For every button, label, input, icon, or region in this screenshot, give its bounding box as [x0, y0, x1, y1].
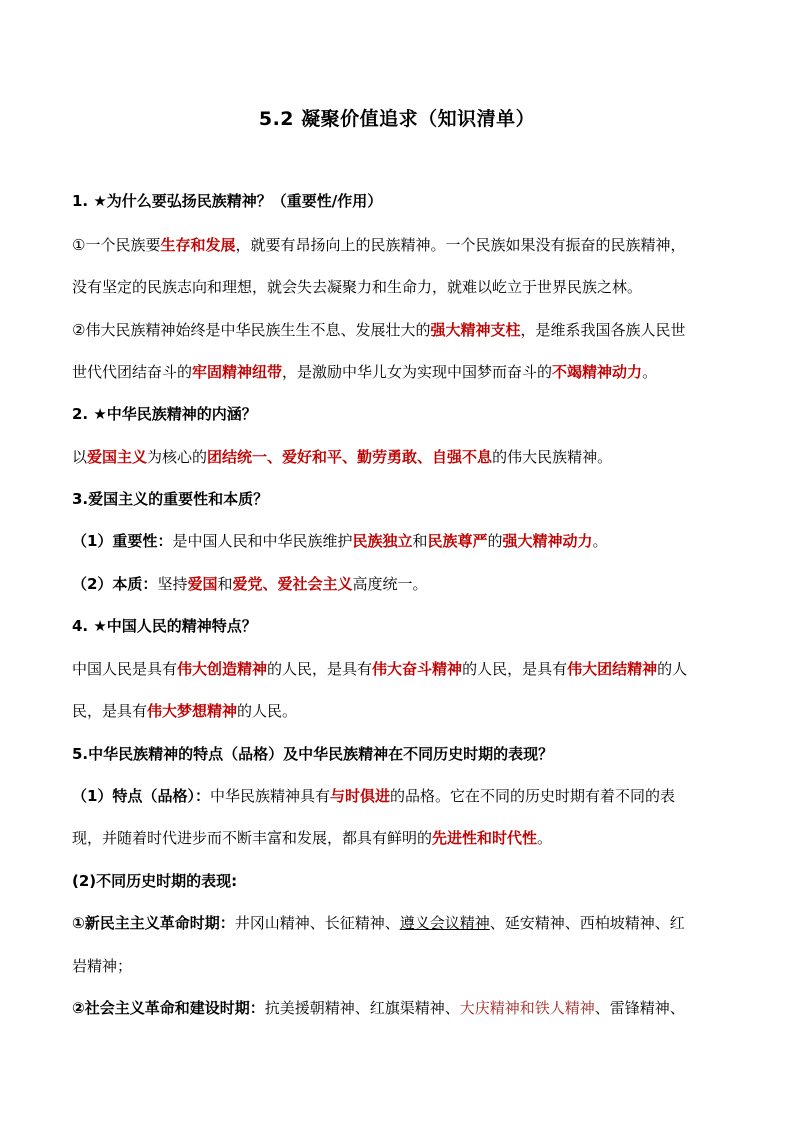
q5-period-1-line-1: ①新民主主义革命时期：井冈山精神、长征精神、遵义会议精神、延安精神、西柏坡精神、红 — [72, 914, 685, 932]
q5-characteristic-line-2: 现，并随着时代进步而不断丰富和发展，都具有鲜明的先进性和时代性。 — [72, 829, 553, 847]
q1-paragraph-1-line-2: 没有坚定的民族志向和理想，就会失去凝聚力和生命力，就难以屹立于世界民族之林。 — [72, 278, 643, 296]
q1-paragraph-1-line-1: ①一个民族要生存和发展，就要有昂扬向上的民族精神。一个民族如果没有振奋的民族精神， — [72, 236, 686, 254]
q5-period-2-line-1: ②社会主义革命和建设时期：抗美援朝精神、红旗渠精神、大庆精神和铁人精神、雷锋精神、 — [72, 999, 685, 1017]
page-title: 5.2 凝聚价值追求（知识清单） — [258, 108, 536, 130]
q5-characteristic-line-1: （1）特点（品格）：中华民族精神具有与时俱进的品格。它在不同的历史时期有着不同的表 — [72, 787, 675, 805]
question-1-heading: 1. ★为什么要弘扬民族精神？（重要性/作用） — [72, 192, 383, 210]
q3-importance: （1）重要性：是中国人民和中华民族维护民族独立和民族尊严的强大精神动力。 — [72, 532, 608, 550]
q5-period-1-line-2: 岩精神； — [72, 957, 133, 975]
q1-paragraph-2-line-1: ②伟大民族精神始终是中华民族生生不息、发展壮大的强大精神支柱，是维系我国各族人民世 — [72, 321, 686, 339]
question-5-heading: 5.中华民族精神的特点（品格）及中华民族精神在不同历史时期的表现？ — [72, 745, 554, 763]
question-2-heading: 2. ★中华民族精神的内涵？ — [72, 405, 257, 423]
q1-paragraph-2-line-2: 世代代团结奋斗的牢固精神纽带，是激励中华儿女为实现中国梦而奋斗的不竭精神动力。 — [72, 363, 658, 381]
q2-answer: 以爱国主义为核心的团结统一、爱好和平、勤劳勇敢、自强不息的伟大民族精神。 — [72, 448, 613, 466]
q4-answer-line-2: 民，是具有伟大梦想精神的人民。 — [72, 702, 298, 720]
question-4-heading: 4. ★中国人民的精神特点？ — [72, 617, 257, 635]
q4-answer-line-1: 中国人民是具有伟大创造精神的人民，是具有伟大奋斗精神的人民，是具有伟大团结精神的人 — [72, 660, 688, 678]
q3-essence: （2）本质：坚持爱国和爱党、爱社会主义高度统一。 — [72, 575, 428, 593]
question-3-heading: 3.爱国主义的重要性和本质？ — [72, 490, 269, 508]
q5-periods-heading: (2)不同历史时期的表现: — [72, 872, 238, 890]
